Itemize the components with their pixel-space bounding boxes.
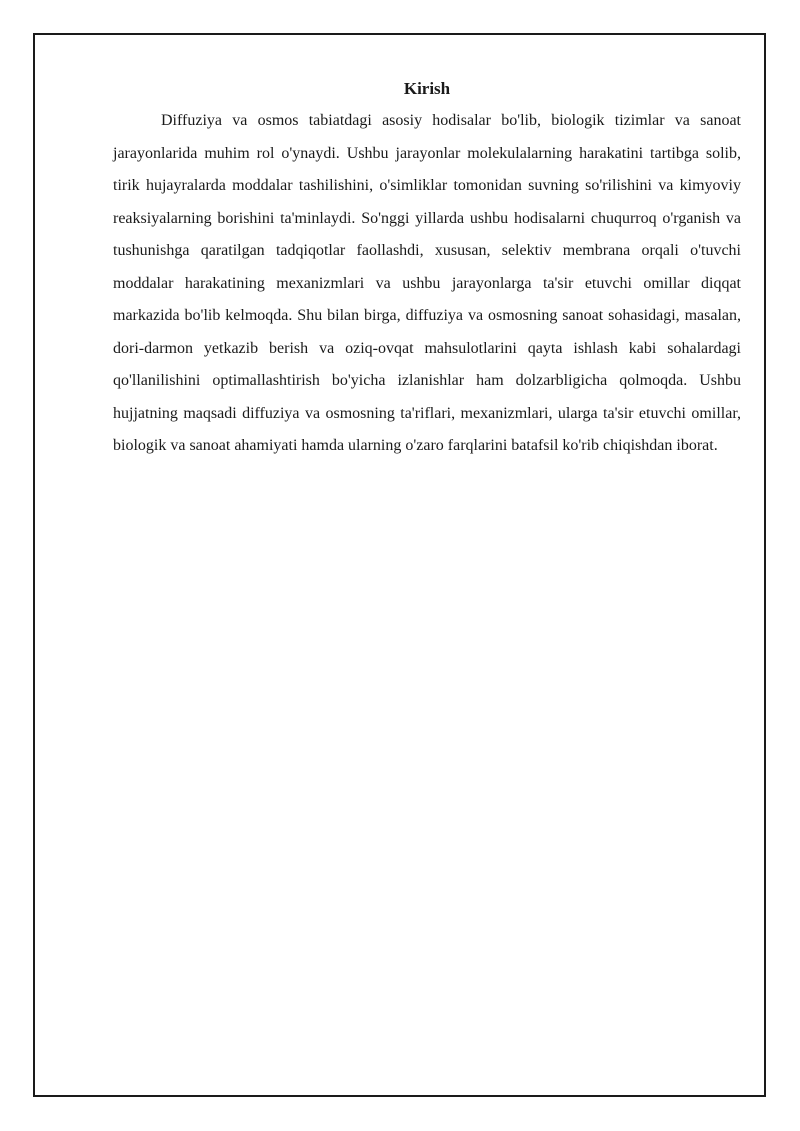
section-title: Kirish [403, 79, 451, 98]
document-body [113, 76, 741, 463]
intro-paragraph: Diffuziya va osmos tabiatdagi asosiy hodisalar bo'lib, biologik tizimlar va sanoat jarayonlarida muhim rol o'ynaydi. Ushbu jarayonlar molekulalarning harakatini tartibga solib, tirik hujayralarda moddalar tashilishini, o'simliklar tomonidan suvning so'rilishini va kimyoviy reaksiyalarning borishini ta'minlaydi. So'nggi yillarda ushbu hodisalarni chuqurroq o'rganish va tushunishga qaratilgan tadqiqotlar faollashdi, xususan, selektiv membrana orqali o'tuvchi moddalar harakatining mexanizmlari va ushbu jarayonlarga ta'sir etuvchi omillar diqqat markazida bo'lib kelmoqda. Shu bilan birga, diffuziya va osmosning sanoat sohasidagi, masalan, dori-darmon yetkazib berish va oziq-ovqat mahsulotlarini qayta ishlash kabi sohalardagi qo'llanilishini optimallashtirish bo'yicha izlanishlar ham dolzarbligicha qolmoqda. Ushbu hujjatning maqsadi diffuziya va osmosning ta'riflari, mexanizmlari, ularga ta'sir etuvchi omillar, biologik va sanoat ahamiyati hamda ularning o'zaro farqlarini batafsil ko'rib chiqishdan iborat. [113, 112, 741, 454]
